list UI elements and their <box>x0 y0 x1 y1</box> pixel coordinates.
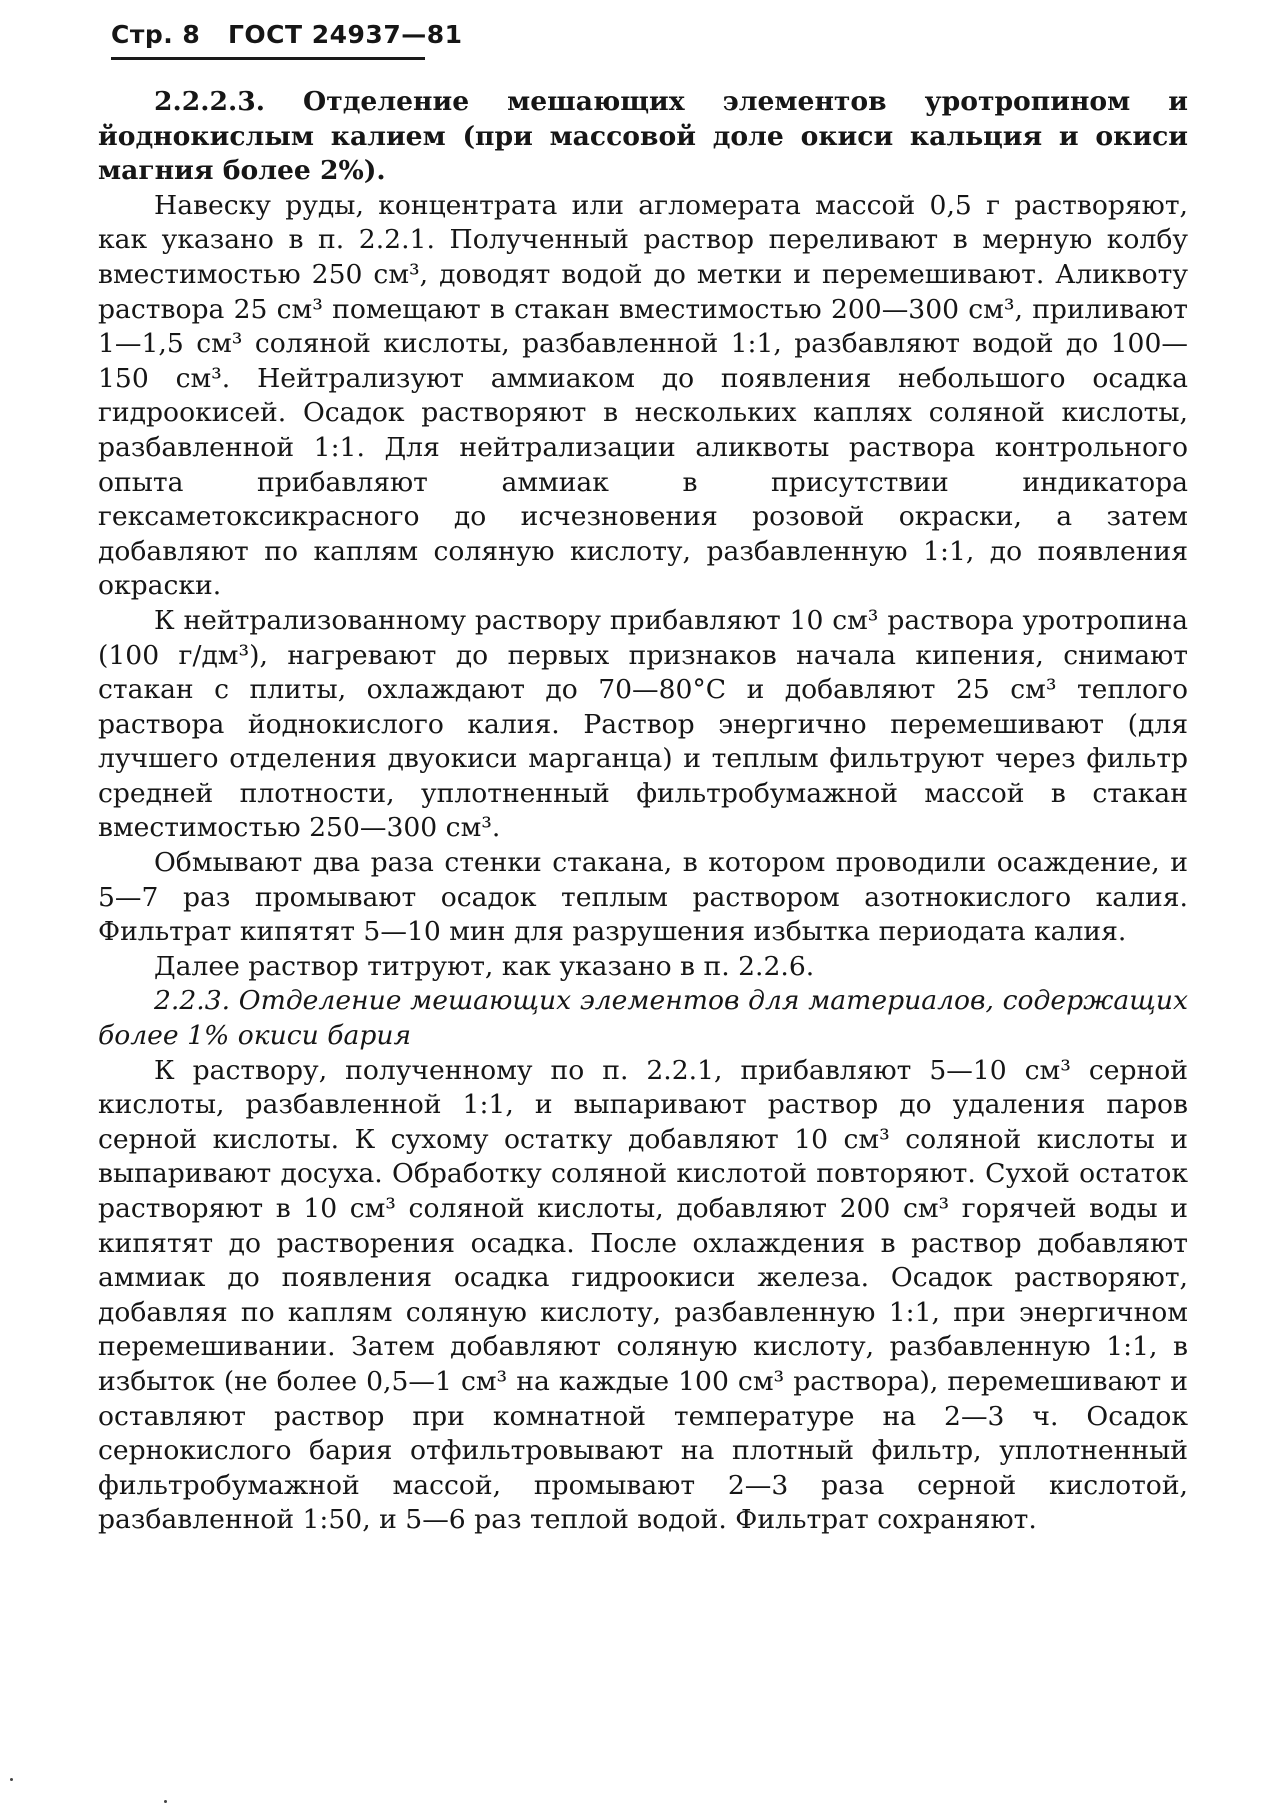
paragraph-barium-separation: К раствору, полученному по п. 2.2.1, прибавляют 5—10 см³ серной кислоты, разбавленной 1:1, и выпаривают раствор до удаления паров серной кислоты. К сухому остатку добавляют 10 см³ соляной кислоты и выпаривают досуха. Обработку соляной кислотой повторяют. Сухой остаток растворяют в 10 см³ соляной кислоты, добавляют 200 см³ горячей воды и кипятят до растворения осадка. После охлаждения в раствор добавляют аммиак до появления осадка гидроокиси железа. Осадок растворяют, добавляя по каплям соляную кислоту, разбавленную 1:1, при энергичном перемешивании. Затем добавляют соляную кислоту, разбавленную 1:1, в избыток (не более 0,5—1 см³ на каждые 100 см³ раствора), перемешивают и оставляют раствор при комнатной температуре на 2—3 ч. Осадок сернокислого бария отфильтровывают на плотный фильтр, уплотненный фильтробумажной массой, промывают 2—3 раза серной кислотой, разбавленной 1:50, и 5—6 раз теплой водой. Фильтрат сохраняют. <box>98 1054 1188 1536</box>
document-body <box>98 85 1188 1538</box>
paragraph-titration-reference: Далее раствор титруют, как указано в п. 2.2.6. <box>154 950 815 982</box>
scan-speck <box>164 1800 167 1803</box>
paragraph-washing: Обмывают два раза стенки стакана, в котором проводили осаждение, и 5—7 раз промывают осадок теплым раствором азотнокислого калия. Фильтрат кипятят 5—10 мин для разрушения избытка периодата калия. <box>98 847 1188 948</box>
header-rule <box>111 57 425 60</box>
section-heading-2-2-2-3: 2.2.2.3. Отделение мешающих элементов уротропином и йоднокислым калием (при массовой доле окиси кальция и окиси магния более 2%). <box>98 86 1188 187</box>
scan-speck <box>10 1778 13 1781</box>
section-heading-2-2-3: 2.2.3. Отделение мешающих элементов для материалов, содержащих более 1% окиси бария <box>98 985 1188 1052</box>
paragraph-urotropine-treatment: К нейтрализованному раствору прибавляют 10 см³ раствора уротропина (100 г/дм³), нагревают до первых признаков начала кипения, снимают стакан с плиты, охлаждают до 70—80°С и добавляют 25 см³ теплого раствора йоднокислого калия. Раствор энергично перемешивают (для лучшего отделения двуокиси марганца) и теплым фильтруют через фильтр средней плотности, уплотненный фильтробумажной массой в стакан вместимостью 250—300 см³. <box>98 604 1188 844</box>
page-number: Стр. 8 <box>111 20 201 49</box>
page-header <box>111 20 463 49</box>
paragraph-sample-preparation: Навеску руды, концентрата или агломерата массой 0,5 г растворяют, как указано в п. 2.2.1. Полученный раствор переливают в мерную колбу вместимостью 250 см³, доводят водой до метки и перемешивают. Аликвоту раствора 25 см³ помещают в стакан вместимостью 200—300 см³, приливают 1—1,5 см³ соляной кислоты, разбавленной 1:1, разбавляют водой до 100—150 см³. Нейтрализуют аммиаком до появления небольшого осадка гидроокисей. Осадок растворяют в нескольких каплях соляной кислоты, разбавленной 1:1. Для нейтрализации аликвоты раствора контрольного опыта прибавляют аммиак в присутствии индикатора гексаметоксикрасного до исчезновения розовой окраски, а затем добавляют по каплям соляную кислоту, разбавленную 1:1, до появления окраски. <box>98 189 1188 602</box>
standard-number: ГОСТ 24937—81 <box>227 20 463 49</box>
